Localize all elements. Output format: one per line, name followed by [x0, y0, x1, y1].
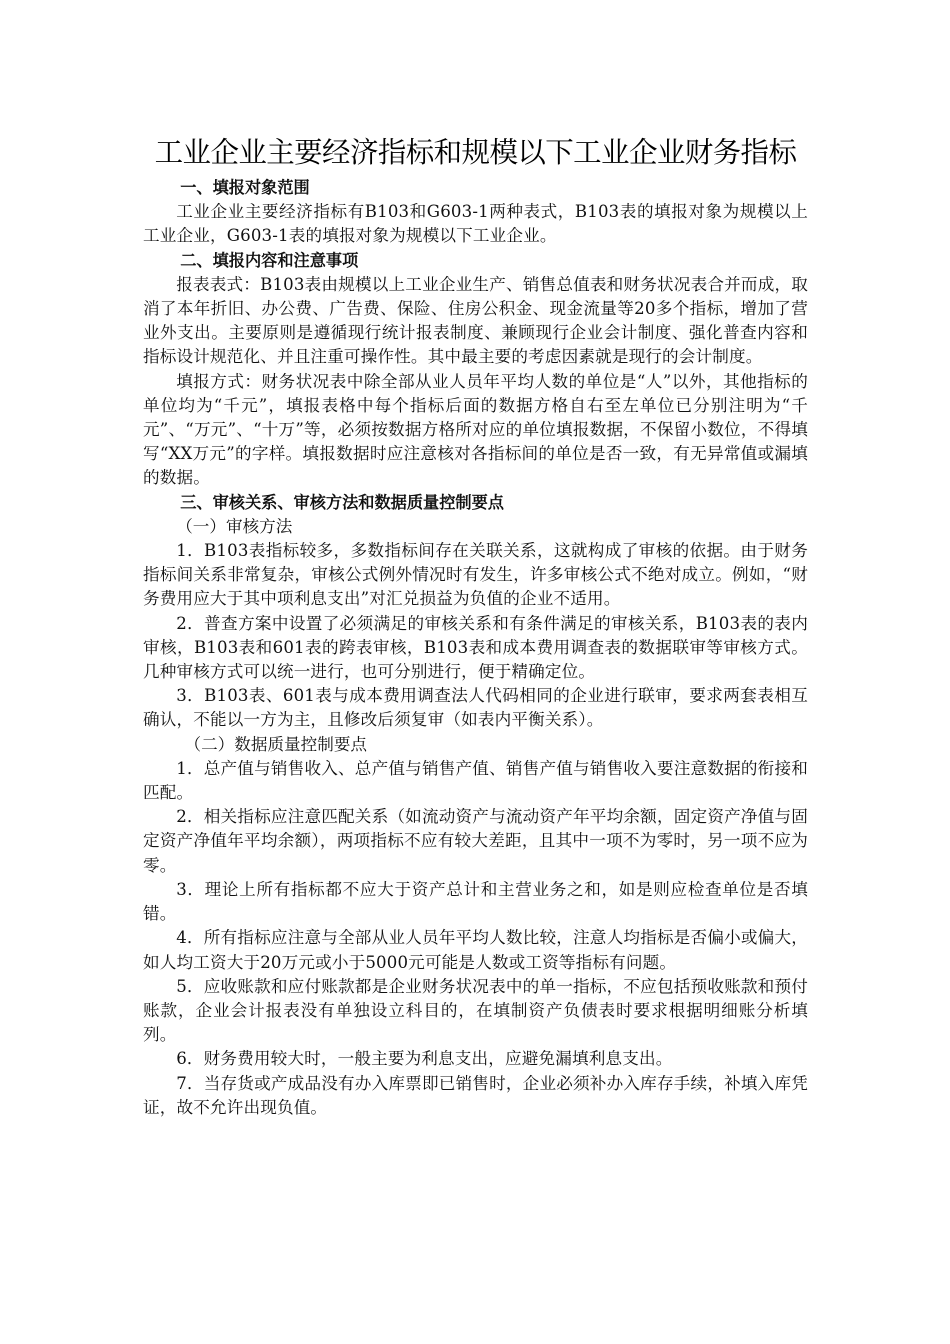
list-item: 1．总产值与销售收入、总产值与销售产值、销售产值与销售收入要注意数据的衔接和匹配。: [143, 758, 808, 803]
list-item: 3．理论上所有指标都不应大于资产总计和主营业务之和，如是则应检查单位是否填错。: [143, 879, 808, 924]
section-content-notes: [143, 249, 808, 491]
list-item: 2．普查方案中设置了必须满足的审核关系和有条件满足的审核关系，B103表的表内审核，B103表和601表的跨表审核，B103表和成本费用调查表的数据联审等审核方式。几种审核方式可以统一进行，也可分别进行，便于精确定位。: [143, 613, 808, 682]
list-item: 5．应收账款和应付账款都是企业财务状况表中的单一指标，不应包括预收账款和预付账款，企业会计报表没有单独设立科目的，在填制资产负债表时要求根据明细账分析填列。: [143, 976, 808, 1045]
document-title: 工业企业主要经济指标和规模以下工业企业财务指标: [154, 136, 797, 169]
list-item: 4．所有指标应注意与全部从业人员年平均人数比较，注意人均指标是否偏小或偏大，如人均工资大于20万元或小于5000元可能是人数或工资等指标有问题。: [143, 928, 808, 972]
list-item: 3．B103表、601表与成本费用调查法人代码相同的企业进行联审，要求两套表相互确认，不能以一方为主，且修改后须复审（如表内平衡关系）。: [143, 686, 808, 730]
document-page: [143, 133, 808, 1120]
list-item: 6．财务费用较大时，一般主要为利息支出，应避免漏填利息支出。: [176, 1049, 673, 1069]
subsection-title: （一）审核方法: [176, 516, 293, 536]
paragraph: 填报方式：财务状况表中除全部从业人员年平均人数的单位是“人”以外，其他指标的单位均为“千元”，填报表格中每个指标后面的数据方格自右至左单位已分别注明为“千元”、“万元”、“十万”等，必须按数据方格所对应的单位填报数据，不保留小数位，不得填写“XX万元”的字样。填报数据时应注意核对各指标间的单位是否一致，有无异常值或漏填的数据。: [143, 371, 808, 488]
section-heading: 三、审核关系、审核方法和数据质量控制要点: [180, 492, 504, 512]
section-audit: [143, 491, 808, 1120]
list-item: 1．B103表指标较多，多数指标间存在关联关系，这就构成了审核的依据。由于财务指标间关系非常复杂，审核公式例外情况时有发生，许多审核公式不绝对成立。例如，“财务费用应大于其中项利息支出”对汇兑损益为负值的企业不适用。: [143, 541, 808, 609]
list-item: 2．相关指标应注意匹配关系（如流动资产与流动资产年平均余额，固定资产净值与固定资产净值年平均余额），两项指标不应有较大差距，且其中一项不为零时，另一项不应为零。: [143, 807, 808, 875]
section-heading: 二、填报内容和注意事项: [180, 250, 359, 270]
list-item: 7．当存货或产成品没有办入库票即已销售时，企业必须补办入库存手续，补填入库凭证，故不允许出现负值。: [143, 1073, 808, 1117]
paragraph: 工业企业主要经济指标有B103和G603-1两种表式，B103表的填报对象为规模以上工业企业，G603-1表的填报对象为规模以下工业企业。: [143, 202, 808, 246]
section-heading: 一、填报对象范围: [180, 178, 310, 197]
paragraph: 报表表式：B103表由规模以上工业企业生产、销售总值表和财务状况表合并而成，取消了本年折旧、办公费、广告费、保险、住房公积金、现金流量等20多个指标，增加了营业外支出。主要原则是遵循现行统计报表制度、兼顾现行企业会计制度、强化普查内容和指标设计规范化、并且注重可操作性。其中最主要的考虑因素就是现行的会计制度。: [143, 274, 808, 367]
subsection-title: （二）数据质量控制要点: [184, 734, 368, 754]
section-scope: [143, 176, 808, 249]
